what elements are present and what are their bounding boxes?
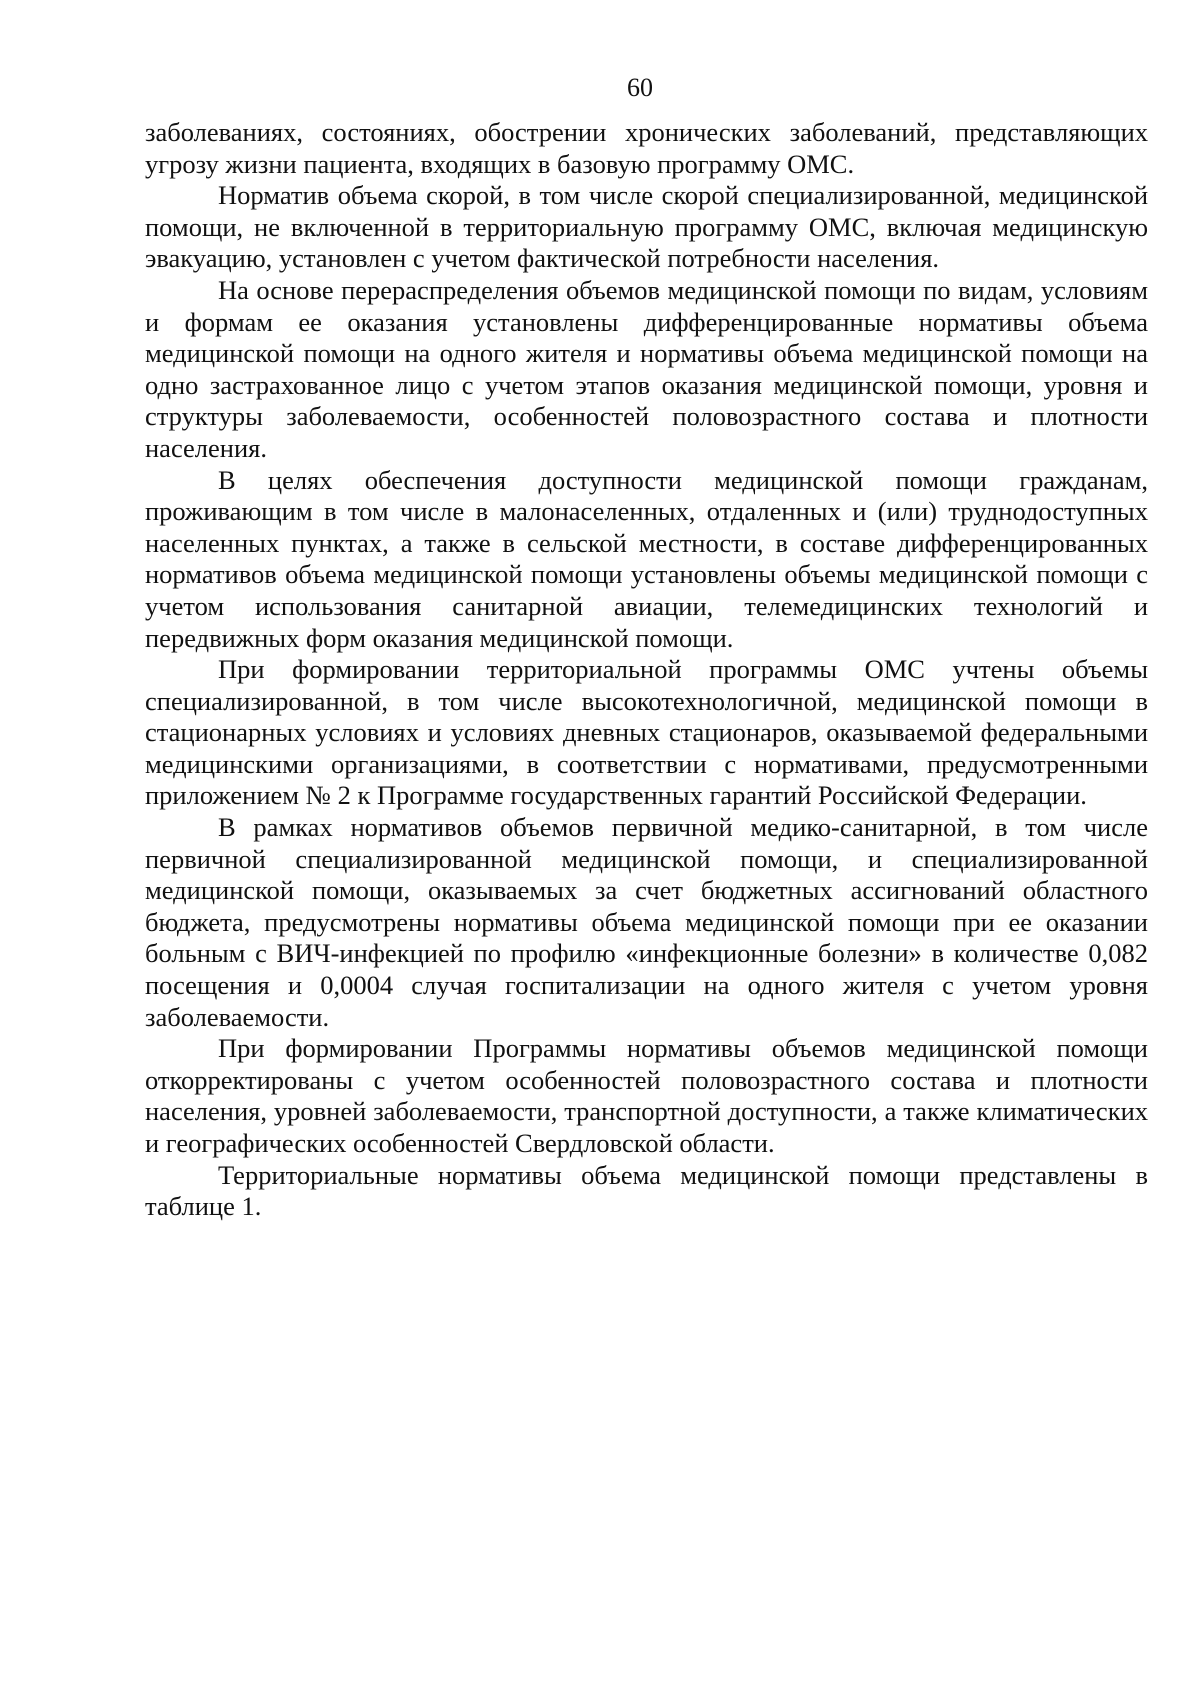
paragraph-accessibility: В целях обеспечения доступности медицинской помощи гражданам, проживающим в том числе в малонаселенных, отдаленных и (или) труднодоступных населенных пунктах, а также в сельской местности, в составе дифференцированных нормативов объема медицинской помощи установлены объемы медицинской помощи с учетом использования санитарной авиации, телемедицинских технологий и передвижных форм оказания медицинской помощи. xyxy=(145,464,1148,653)
paragraph-table-reference: Территориальные нормативы объема медицинской помощи представлены в таблице 1. xyxy=(145,1159,1148,1222)
paragraph-continuation: заболеваниях, состояниях, обострении хронических заболеваний, представляющих угрозу жизни пациента, входящих в базовую программу ОМС. xyxy=(145,117,1148,179)
paragraph-adjustments: При формировании Программы нормативы объемов медицинской помощи откорректированы с учетом особенностей половозрастного состава и плотности населения, уровней заболеваемости, транспортной доступности, а также климатических и географических особенностей Свердловской области. xyxy=(145,1033,1148,1158)
paragraph-ambulance-norm: Норматив объема скорой, в том числе скорой специализированной, медицинской помощи, не включенной в территориальную программу ОМС, включая медицинскую эвакуацию, установлен с учетом фактической потребности населения. xyxy=(145,180,1148,274)
paragraph-hiv-norms: В рамках нормативов объемов первичной медико-санитарной, в том числе первичной специализированной медицинской помощи, и специализированной медицинской помощи, оказываемых за счет бюджетных ассигнований областного бюджета, предусмотрены нормативы объема медицинской помощи при ее оказании больным с ВИЧ-инфекцией по профилю «инфекционные болезни» в количестве 0,082 посещения и 0,0004 случая госпитализации на одного жителя с учетом уровня заболеваемости. xyxy=(145,812,1148,1032)
page-number: 60 xyxy=(627,73,653,102)
document-body xyxy=(145,117,1148,1223)
paragraph-federal-volumes: При формировании территориальной программы ОМС учтены объемы специализированной, в том числе высокотехнологичной, медицинской помощи в стационарных условиях и условиях дневных стационаров, оказываемой федеральными медицинскими организациями, в соответствии с нормативами, предусмотренными приложением № 2 к Программе государственных гарантий Российской Федерации. xyxy=(145,654,1148,811)
paragraph-redistribution: На основе перераспределения объемов медицинской помощи по видам, условиям и формам ее оказания установлены дифференцированные нормативы объема медицинской помощи на одного жителя и нормативы объема медицинской помощи на одно застрахованное лицо с учетом этапов оказания медицинской помощи, уровня и структуры заболеваемости, особенностей половозрастного состава и плотности населения. xyxy=(145,274,1148,463)
